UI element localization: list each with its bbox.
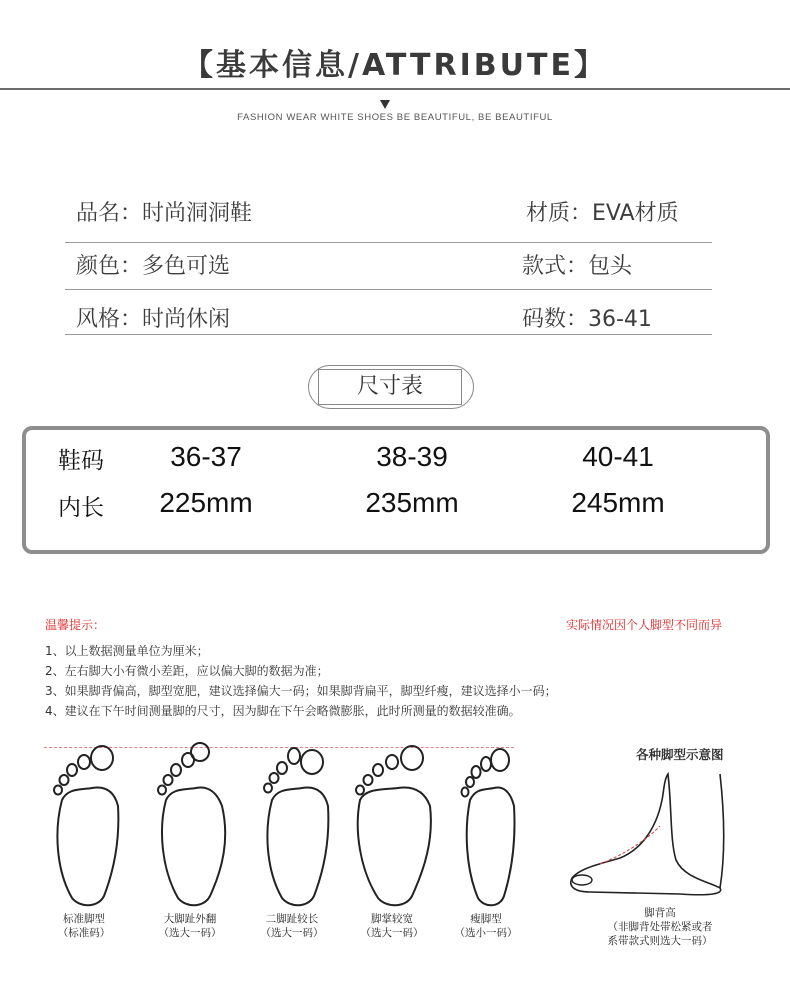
foot-type-name: 二脚趾较长 <box>265 913 319 925</box>
foot-type-advice: （选大一码） <box>360 927 424 939</box>
size-chart-title: 尺寸表 <box>318 369 462 405</box>
foot-long-second-toe-icon <box>254 740 344 910</box>
tip-item: 1、以上数据测量单位为厘米； <box>45 644 209 658</box>
attr-material: 材质：EVA材质 <box>526 201 679 226</box>
side-diagram-title: 各种脚型示意图 <box>636 747 724 762</box>
side-diagram-caption-line: （非脚背处带松紧或者 <box>607 921 713 933</box>
length-cell: 235mm <box>365 487 459 518</box>
foot-type-name: 脚掌较宽 <box>371 913 413 925</box>
foot-type-advice: （选大一码） <box>260 927 324 939</box>
side-diagram-caption-line: 系带款式则选大一码） <box>607 935 713 947</box>
side-diagram-caption <box>600 906 720 948</box>
foot-type-label <box>242 912 342 940</box>
attr-color: 颜色：多色可选 <box>76 254 231 279</box>
page-title: 【基本信息/ATTRIBUTE】 <box>183 48 607 83</box>
attr-sizes: 码数：36-41 <box>522 307 652 332</box>
foot-type-advice: （选大一码） <box>158 927 222 939</box>
foot-bunion-icon <box>150 740 240 910</box>
row-divider <box>65 242 712 243</box>
attr-fashion: 风格：时尚休闲 <box>76 307 231 332</box>
foot-side-view-icon <box>560 770 740 900</box>
foot-type-advice: （选小一码） <box>454 927 518 939</box>
length-cell: 245mm <box>571 487 665 518</box>
foot-type-label <box>436 912 536 940</box>
foot-wide-icon <box>350 740 440 910</box>
header-subtitle: FASHION WEAR WHITE SHOES BE BEAUTIFUL, BE BEAUTIFUL <box>237 112 553 123</box>
attr-name: 品名：时尚洞洞鞋 <box>76 201 253 226</box>
foot-standard-icon <box>44 740 134 910</box>
foot-type-advice: （标准码） <box>57 927 111 939</box>
size-cell: 36-37 <box>170 441 242 472</box>
size-cell: 40-41 <box>582 441 654 472</box>
tip-item: 4、建议在下午时间测量脚的尺寸，因为脚在下午会略微膨胀，此时所测量的数据较准确。 <box>45 704 521 718</box>
tip-item: 3、如果脚背偏高，脚型宽肥，建议选择偏大一码；如果脚背扁平，脚型纤瘦，建议选择小一码； <box>45 684 557 698</box>
foot-type-name: 标准脚型 <box>63 913 105 925</box>
attr-style: 款式：包头 <box>522 254 633 279</box>
length-cell: 225mm <box>159 487 253 518</box>
down-triangle-icon <box>380 100 390 109</box>
header-divider <box>0 88 790 90</box>
foot-thin-icon <box>448 740 538 910</box>
side-diagram-label: 脚背高 <box>644 907 676 919</box>
tips-heading: 温馨提示： <box>45 618 106 632</box>
size-row-label: 鞋码 <box>58 448 104 474</box>
foot-type-label <box>342 912 442 940</box>
foot-type-label <box>34 912 134 940</box>
size-cell: 38-39 <box>376 441 448 472</box>
foot-type-name: 大脚趾外翻 <box>163 913 217 925</box>
length-row-label: 内长 <box>58 495 104 521</box>
row-divider <box>65 289 712 290</box>
foot-type-name: 瘦脚型 <box>470 913 502 925</box>
tips-note: 实际情况因个人脚型不同而异 <box>566 618 723 632</box>
foot-type-label <box>140 912 240 940</box>
row-divider <box>65 334 712 335</box>
tip-item: 2、左右脚大小有微小差距，应以偏大脚的数据为准； <box>45 664 329 678</box>
